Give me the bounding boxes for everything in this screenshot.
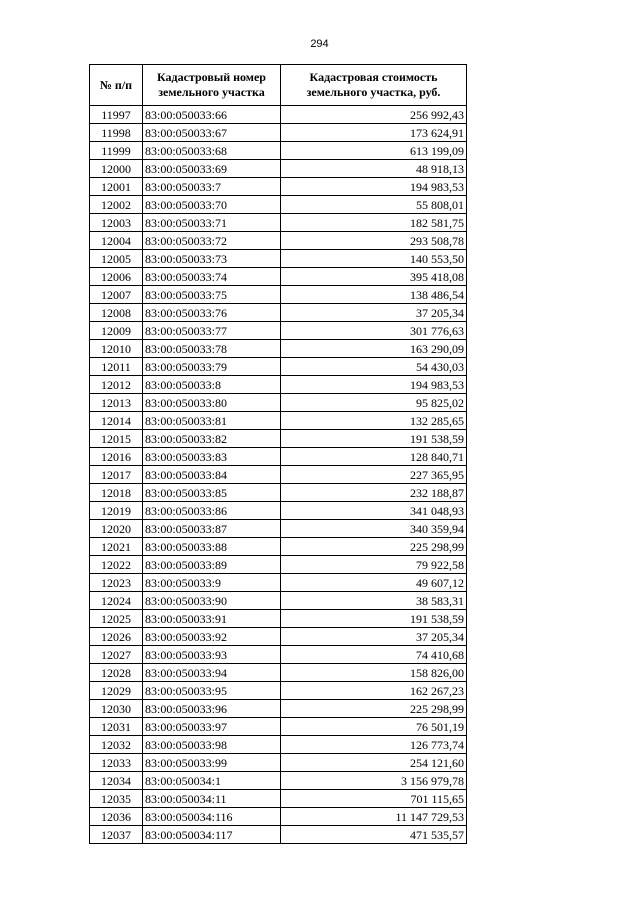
row-number-cell: 12034	[90, 772, 143, 790]
table-row	[90, 286, 467, 304]
table-row	[90, 466, 467, 484]
table-row	[90, 250, 467, 268]
cadastral-number-cell: 83:00:050033:85	[143, 484, 281, 502]
cadastral-value-cell: 95 825,02	[281, 394, 467, 412]
cadastral-number-cell: 83:00:050033:7	[143, 178, 281, 196]
header-cadastral-number: Кадастровый номер земельного участка	[143, 65, 281, 106]
cadastral-number-cell: 83:00:050033:66	[143, 106, 281, 124]
table-row	[90, 142, 467, 160]
cadastral-value-cell: 225 298,99	[281, 700, 467, 718]
table-row	[90, 340, 467, 358]
table-row	[90, 592, 467, 610]
row-number-cell: 12001	[90, 178, 143, 196]
cadastral-number-cell: 83:00:050033:94	[143, 664, 281, 682]
cadastral-number-cell: 83:00:050033:77	[143, 322, 281, 340]
table-body	[90, 106, 467, 844]
row-number-cell: 12022	[90, 556, 143, 574]
row-number-cell: 11999	[90, 142, 143, 160]
cadastral-number-cell: 83:00:050033:97	[143, 718, 281, 736]
cadastral-number-cell: 83:00:050033:79	[143, 358, 281, 376]
cadastral-value-cell: 48 918,13	[281, 160, 467, 178]
cadastral-number-cell: 83:00:050033:98	[143, 736, 281, 754]
table-row	[90, 448, 467, 466]
cadastral-number-cell: 83:00:050033:83	[143, 448, 281, 466]
cadastral-number-cell: 83:00:050033:76	[143, 304, 281, 322]
header-cadastral-value: Кадастровая стоимость земельного участка, руб.	[281, 65, 467, 106]
table-row	[90, 646, 467, 664]
cadastral-number-cell: 83:00:050033:99	[143, 754, 281, 772]
cadastral-number-cell: 83:00:050033:91	[143, 610, 281, 628]
cadastral-value-cell: 191 538,59	[281, 430, 467, 448]
row-number-cell: 12012	[90, 376, 143, 394]
table-row	[90, 556, 467, 574]
table-row	[90, 736, 467, 754]
cadastral-value-cell: 55 808,01	[281, 196, 467, 214]
cadastral-value-cell: 3 156 979,78	[281, 772, 467, 790]
row-number-cell: 12026	[90, 628, 143, 646]
table-row	[90, 682, 467, 700]
cadastral-value-cell: 158 826,00	[281, 664, 467, 682]
cadastral-value-cell: 254 121,60	[281, 754, 467, 772]
cadastral-number-cell: 83:00:050033:72	[143, 232, 281, 250]
cadastral-value-cell: 37 205,34	[281, 628, 467, 646]
cadastral-number-cell: 83:00:050033:75	[143, 286, 281, 304]
cadastral-number-cell: 83:00:050033:8	[143, 376, 281, 394]
cadastral-number-cell: 83:00:050034:116	[143, 808, 281, 826]
cadastral-number-cell: 83:00:050033:70	[143, 196, 281, 214]
table-row	[90, 232, 467, 250]
cadastral-value-cell: 182 581,75	[281, 214, 467, 232]
row-number-cell: 12011	[90, 358, 143, 376]
row-number-cell: 12015	[90, 430, 143, 448]
cadastral-value-cell: 163 290,09	[281, 340, 467, 358]
cadastral-number-cell: 83:00:050033:80	[143, 394, 281, 412]
cadastral-number-cell: 83:00:050034:1	[143, 772, 281, 790]
row-number-cell: 12036	[90, 808, 143, 826]
cadastral-number-cell: 83:00:050033:67	[143, 124, 281, 142]
row-number-cell: 12028	[90, 664, 143, 682]
table-row	[90, 826, 467, 844]
table-row	[90, 412, 467, 430]
table-row	[90, 700, 467, 718]
cadastral-value-cell: 301 776,63	[281, 322, 467, 340]
row-number-cell: 12005	[90, 250, 143, 268]
cadastral-value-cell: 128 840,71	[281, 448, 467, 466]
table-row	[90, 790, 467, 808]
row-number-cell: 12018	[90, 484, 143, 502]
row-number-cell: 12016	[90, 448, 143, 466]
table-row	[90, 664, 467, 682]
table-row	[90, 538, 467, 556]
cadastral-value-cell: 225 298,99	[281, 538, 467, 556]
row-number-cell: 12024	[90, 592, 143, 610]
cadastral-value-cell: 173 624,91	[281, 124, 467, 142]
cadastral-value-cell: 162 267,23	[281, 682, 467, 700]
cadastral-value-cell: 54 430,03	[281, 358, 467, 376]
cadastral-value-cell: 140 553,50	[281, 250, 467, 268]
cadastral-value-cell: 395 418,08	[281, 268, 467, 286]
cadastral-value-cell: 38 583,31	[281, 592, 467, 610]
table-row	[90, 214, 467, 232]
table-row	[90, 628, 467, 646]
table-row	[90, 574, 467, 592]
cadastral-number-cell: 83:00:050033:74	[143, 268, 281, 286]
table-row	[90, 304, 467, 322]
cadastral-number-cell: 83:00:050033:89	[143, 556, 281, 574]
cadastral-value-cell: 138 486,54	[281, 286, 467, 304]
cadastral-number-cell: 83:00:050033:71	[143, 214, 281, 232]
row-number-cell: 12032	[90, 736, 143, 754]
table-row	[90, 430, 467, 448]
table-row	[90, 808, 467, 826]
cadastral-number-cell: 83:00:050033:87	[143, 520, 281, 538]
cadastral-number-cell: 83:00:050033:88	[143, 538, 281, 556]
cadastral-value-cell: 701 115,65	[281, 790, 467, 808]
cadastral-value-cell: 76 501,19	[281, 718, 467, 736]
row-number-cell: 12025	[90, 610, 143, 628]
page-number: 294	[310, 38, 329, 50]
cadastral-value-cell: 232 188,87	[281, 484, 467, 502]
cadastral-value-cell: 256 992,43	[281, 106, 467, 124]
cadastral-value-cell: 11 147 729,53	[281, 808, 467, 826]
row-number-cell: 12035	[90, 790, 143, 808]
cadastral-value-cell: 293 508,78	[281, 232, 467, 250]
cadastral-value-cell: 74 410,68	[281, 646, 467, 664]
cadastral-number-cell: 83:00:050033:73	[143, 250, 281, 268]
table-row	[90, 160, 467, 178]
row-number-cell: 12004	[90, 232, 143, 250]
header-row-number: № п/п	[90, 65, 143, 106]
table-row	[90, 268, 467, 286]
cadastral-number-cell: 83:00:050033:92	[143, 628, 281, 646]
cadastral-number-cell: 83:00:050033:81	[143, 412, 281, 430]
row-number-cell: 12037	[90, 826, 143, 844]
row-number-cell: 11998	[90, 124, 143, 142]
cadastral-value-cell: 132 285,65	[281, 412, 467, 430]
cadastral-value-cell: 126 773,74	[281, 736, 467, 754]
row-number-cell: 12020	[90, 520, 143, 538]
cadastral-value-cell: 340 359,94	[281, 520, 467, 538]
cadastral-value-cell: 613 199,09	[281, 142, 467, 160]
cadastral-number-cell: 83:00:050033:82	[143, 430, 281, 448]
row-number-cell: 12003	[90, 214, 143, 232]
cadastral-value-cell: 194 983,53	[281, 178, 467, 196]
cadastral-number-cell: 83:00:050033:95	[143, 682, 281, 700]
cadastral-value-cell: 341 048,93	[281, 502, 467, 520]
table-row	[90, 376, 467, 394]
cadastral-value-cell: 37 205,34	[281, 304, 467, 322]
table-row	[90, 196, 467, 214]
table-row	[90, 322, 467, 340]
cadastral-number-cell: 83:00:050033:69	[143, 160, 281, 178]
row-number-cell: 12031	[90, 718, 143, 736]
row-number-cell: 12010	[90, 340, 143, 358]
row-number-cell: 12023	[90, 574, 143, 592]
cadastral-value-cell: 194 983,53	[281, 376, 467, 394]
row-number-cell: 12033	[90, 754, 143, 772]
row-number-cell: 11997	[90, 106, 143, 124]
cadastral-number-cell: 83:00:050034:11	[143, 790, 281, 808]
row-number-cell: 12013	[90, 394, 143, 412]
cadastral-number-cell: 83:00:050033:86	[143, 502, 281, 520]
row-number-cell: 12021	[90, 538, 143, 556]
cadastre-table	[89, 64, 467, 844]
cadastral-number-cell: 83:00:050033:9	[143, 574, 281, 592]
cadastral-number-cell: 83:00:050033:90	[143, 592, 281, 610]
cadastral-value-cell: 191 538,59	[281, 610, 467, 628]
table-row	[90, 394, 467, 412]
table-row	[90, 502, 467, 520]
cadastral-number-cell: 83:00:050033:68	[143, 142, 281, 160]
cadastral-value-cell: 49 607,12	[281, 574, 467, 592]
cadastral-value-cell: 79 922,58	[281, 556, 467, 574]
cadastral-value-cell: 227 365,95	[281, 466, 467, 484]
row-number-cell: 12029	[90, 682, 143, 700]
table-row	[90, 358, 467, 376]
row-number-cell: 12030	[90, 700, 143, 718]
row-number-cell: 12008	[90, 304, 143, 322]
row-number-cell: 12019	[90, 502, 143, 520]
table-row	[90, 718, 467, 736]
row-number-cell: 12007	[90, 286, 143, 304]
cadastral-number-cell: 83:00:050033:78	[143, 340, 281, 358]
cadastral-number-cell: 83:00:050033:96	[143, 700, 281, 718]
row-number-cell: 12009	[90, 322, 143, 340]
table-row	[90, 754, 467, 772]
table-row	[90, 124, 467, 142]
row-number-cell: 12006	[90, 268, 143, 286]
cadastral-number-cell: 83:00:050033:84	[143, 466, 281, 484]
table-row	[90, 484, 467, 502]
row-number-cell: 12002	[90, 196, 143, 214]
table-row	[90, 610, 467, 628]
table-row	[90, 772, 467, 790]
cadastral-number-cell: 83:00:050034:117	[143, 826, 281, 844]
table-header-row	[90, 65, 467, 106]
row-number-cell: 12027	[90, 646, 143, 664]
cadastral-number-cell: 83:00:050033:93	[143, 646, 281, 664]
row-number-cell: 12000	[90, 160, 143, 178]
row-number-cell: 12014	[90, 412, 143, 430]
cadastral-value-cell: 471 535,57	[281, 826, 467, 844]
table-row	[90, 520, 467, 538]
table-row	[90, 106, 467, 124]
row-number-cell: 12017	[90, 466, 143, 484]
table-row	[90, 178, 467, 196]
